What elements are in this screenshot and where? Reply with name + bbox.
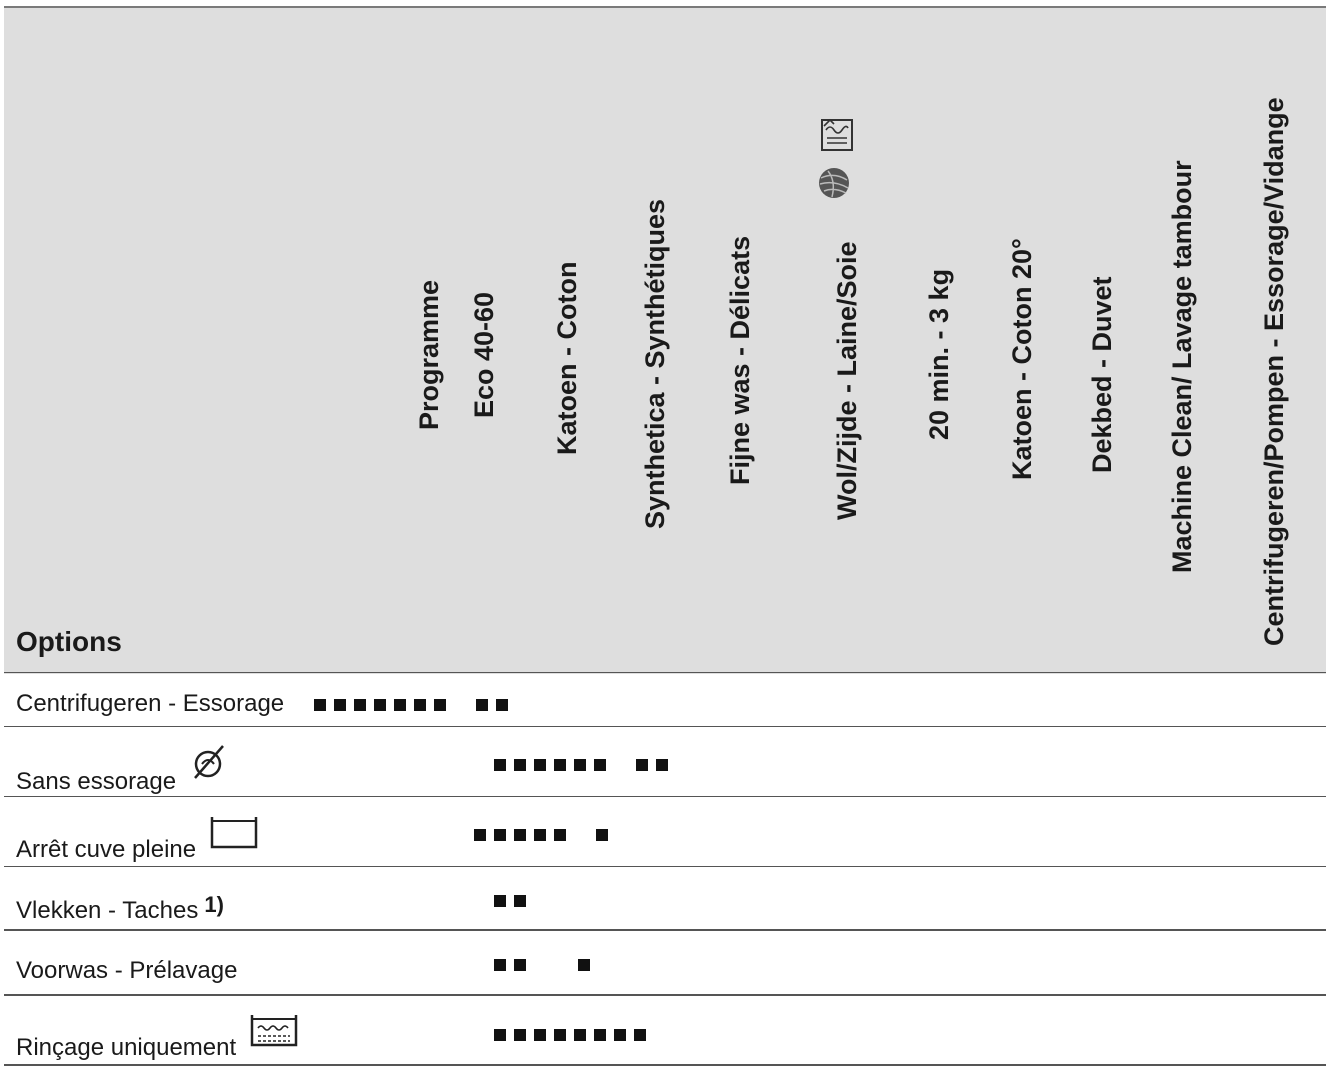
mark <box>476 699 488 711</box>
options-table <box>4 6 1326 1067</box>
table-row <box>4 994 1326 1064</box>
mark <box>494 759 506 771</box>
table-row <box>4 796 1326 866</box>
mark <box>534 759 546 771</box>
row-label-text: Centrifugeren - Essorage <box>16 690 285 717</box>
column-header-label: Katoen - Coton <box>552 261 582 455</box>
row-label-text: Arrêt cuve pleine <box>16 836 197 863</box>
mark <box>514 759 526 771</box>
column-header-label: Dekbed - Duvet <box>1087 276 1117 473</box>
footnote-marker: 1) <box>204 892 224 917</box>
mark <box>374 699 386 711</box>
mark <box>596 829 608 841</box>
mark <box>594 1029 606 1041</box>
options-heading: Options <box>16 626 122 657</box>
rinse-icon <box>249 1012 299 1050</box>
mark <box>554 1029 566 1041</box>
mark <box>474 829 486 841</box>
table-row <box>4 726 1326 796</box>
mark <box>634 1029 646 1041</box>
mark <box>514 895 526 907</box>
mark <box>636 759 648 771</box>
column-header-label: Programme <box>414 279 444 430</box>
tub-icon <box>209 814 259 852</box>
mark <box>434 699 446 711</box>
mark <box>534 1029 546 1041</box>
column-header-label: Fijne was - Délicats <box>725 235 755 485</box>
mark <box>414 699 426 711</box>
mark <box>614 1029 626 1041</box>
mark <box>514 959 526 971</box>
table-row <box>4 866 1326 929</box>
table-row <box>4 929 1326 994</box>
row-label <box>16 826 259 864</box>
table-header <box>4 6 1326 674</box>
column-header-label: Centrifugeren/Pompen - Essorage/Vidange <box>1259 97 1289 646</box>
mark <box>514 829 526 841</box>
mark <box>494 1029 506 1041</box>
mark <box>496 699 508 711</box>
table-row <box>4 672 1326 726</box>
column-header-label: 20 min. - 3 kg <box>924 268 954 440</box>
row-label <box>16 1024 299 1062</box>
row-label <box>16 756 229 796</box>
row-label <box>16 690 284 718</box>
mark <box>594 759 606 771</box>
column-header-label: Eco 40-60 <box>469 291 499 418</box>
mark <box>314 699 326 711</box>
mark <box>394 699 406 711</box>
wool-ball-icon <box>816 166 852 205</box>
column-header-label: Machine Clean/ Lavage tambour <box>1167 160 1197 573</box>
column-header-label: Synthetica - Synthétiques <box>640 198 670 529</box>
mark <box>574 759 586 771</box>
row-marks <box>494 1029 646 1041</box>
mark <box>534 829 546 841</box>
mark <box>514 1029 526 1041</box>
mark <box>578 959 590 971</box>
row-marks <box>494 959 590 971</box>
mark <box>554 759 566 771</box>
no-spin-icon <box>189 742 229 782</box>
column-header-label: Wol/Zijde - Laine/Soie <box>832 241 862 520</box>
row-marks <box>474 829 608 841</box>
row-marks <box>314 699 508 711</box>
mark <box>334 699 346 711</box>
row-label-text: Vlekken - Taches <box>16 897 199 924</box>
row-label <box>16 892 224 925</box>
row-divider <box>4 1064 1326 1066</box>
mark <box>574 1029 586 1041</box>
mark <box>656 759 668 771</box>
row-marks <box>494 759 668 771</box>
row-label-text: Rinçage uniquement <box>16 1034 237 1061</box>
mark <box>494 895 506 907</box>
row-label <box>16 957 237 985</box>
row-label-text: Voorwas - Prélavage <box>16 957 238 984</box>
row-marks <box>494 895 526 907</box>
column-header-label: Katoen - Coton 20° <box>1007 238 1037 480</box>
mark <box>554 829 566 841</box>
mark <box>354 699 366 711</box>
row-label-text: Sans essorage <box>16 768 177 795</box>
mark <box>494 829 506 841</box>
mark <box>494 959 506 971</box>
